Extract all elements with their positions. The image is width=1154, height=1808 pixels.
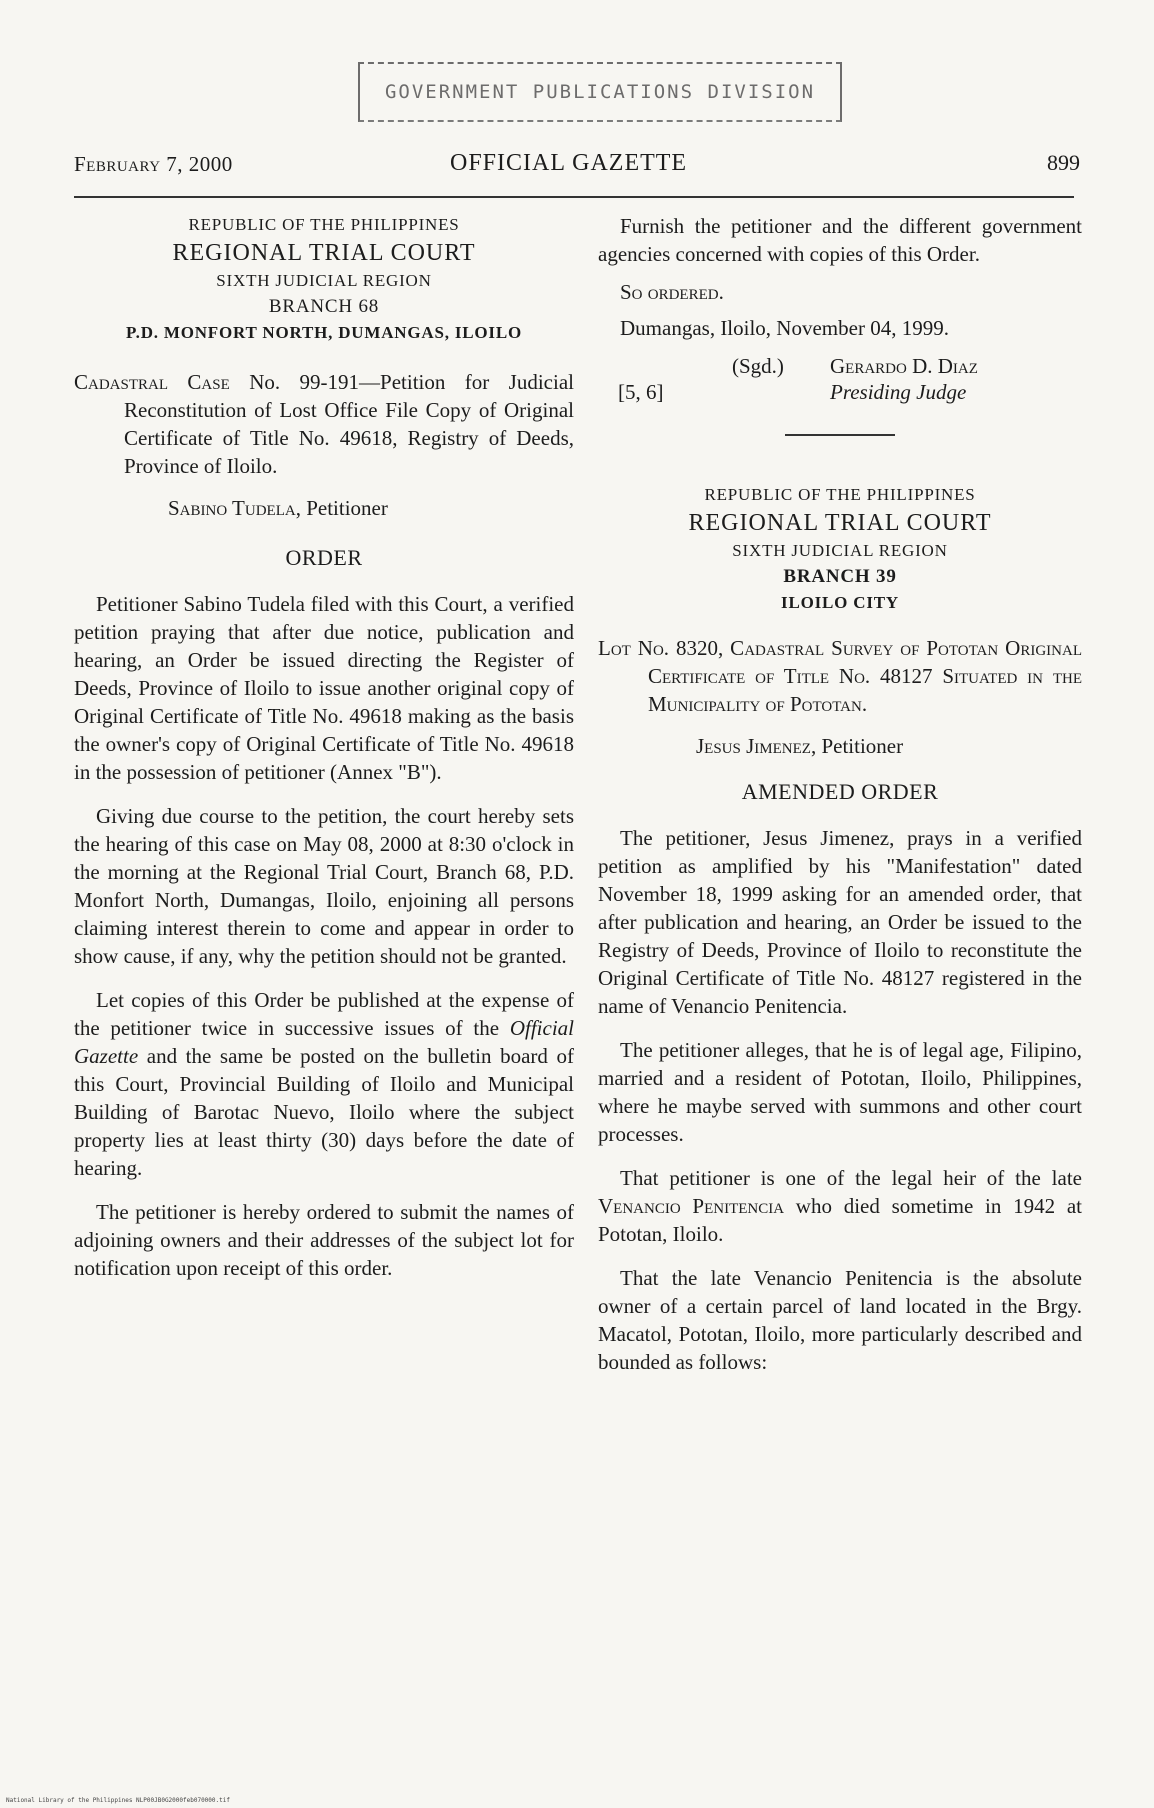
stamp-text: GOVERNMENT PUBLICATIONS DIVISION [384, 81, 816, 103]
left-column [74, 212, 574, 1298]
order-paragraph-3 [74, 986, 574, 1182]
scan-footer: National Library of the Philippines NLP00JB0G2000feb070000.tif [6, 1797, 230, 1804]
petitioner-role: , Petitioner [810, 734, 904, 758]
publications-division-stamp [358, 62, 842, 122]
para3-text-b: who died sometime in 1942 at Pototan, Iloilo. [598, 1194, 1082, 1246]
petitioner-name: Jesus Jimenez [696, 734, 811, 758]
furnish-paragraph: Furnish the petitioner and the different government agencies concerned with copies of this Order. [598, 214, 1082, 266]
amended-paragraph-4: That the late Venancio Penitencia is the absolute owner of a certain parcel of land located in the Brgy. Macatol, Pototan, Iloilo, more particularly described and bounded as follows: [598, 1266, 1082, 1374]
case-lead: Lot No. 8320 [598, 636, 718, 660]
order-heading: ORDER [285, 545, 363, 570]
republic-line: REPUBLIC OF THE PHILIPPINES [704, 485, 976, 504]
judicial-region: SIXTH JUDICIAL REGION [732, 541, 948, 560]
para3-text-a: Let copies of this Order be published at the expense of the petitioner twice in successive issues of the [74, 988, 574, 1040]
signed-mark: (Sgd.) [732, 354, 784, 378]
republic-line: REPUBLIC OF THE PHILIPPINES [188, 215, 460, 234]
publication-title: OFFICIAL GAZETTE [450, 150, 688, 176]
header-rule [74, 196, 1074, 198]
court-address: P.D. MONFORT NORTH, DUMANGAS, ILOILO [126, 323, 522, 342]
branch-line: BRANCH 68 [268, 296, 380, 317]
case-caption [598, 634, 1082, 718]
branch-line: BRANCH 39 [783, 566, 897, 587]
running-header [74, 148, 1080, 184]
judge-name: Gerardo D. Diaz [830, 354, 978, 378]
court-block-branch-68 [74, 212, 574, 346]
petitioner-line [598, 732, 1082, 760]
petitioner-role: , Petitioner [295, 496, 388, 520]
petitioner-line [74, 494, 574, 522]
case-lead: Cadastral Case [74, 370, 230, 394]
amended-paragraph-1: The petitioner, Jesus Jimenez, prays in a verified petition as amplified by his "Manifestation" dated November 18, 1999 asking for an amended order, that after publication and hearing, an Order be issued to the Registry of Deeds, Province of Iloilo to reconstitute the Original Certificate of Title No. 48127 registered in the name of Venancio Penitencia. [598, 826, 1082, 1018]
judge-title: Presiding Judge [830, 380, 967, 404]
judicial-region: SIXTH JUDICIAL REGION [216, 271, 432, 290]
court-name: REGIONAL TRIAL COURT [688, 510, 992, 536]
amended-paragraph-2: The petitioner alleges, that he is of legal age, Filipino, married and a resident of Pototan, Iloilo, Philippines, where he maybe served with summons and other court processes. [598, 1038, 1082, 1146]
so-ordered: So ordered. [620, 280, 724, 304]
court-city: ILOILO CITY [781, 593, 899, 612]
page-number: 899 [1047, 150, 1080, 175]
order-paragraph-1: Petitioner Sabino Tudela filed with this Court, a verified petition praying that after due notice, publication and hearing, an Order be issued directing the Register of Deeds, Province of Iloilo to issue another original copy of Original Certificate of Title No. 49618 making as the basis the owner's copy of Original Certificate of Title No. 49618 in the possession of petitioner (Annex "B"). [74, 592, 574, 784]
petitioner-name: Sabino Tudela [168, 496, 296, 520]
order-paragraph-2: Giving due course to the petition, the court hereby sets the hearing of this case on May 08, 2000 at 8:30 o'clock in the morning at the Regional Trial Court, Branch 68, P.D. Monfort North, Dumangas, Iloilo, enjoining all persons claiming interest therein to come and appear in order to show cause, if any, why the petition should not be granted. [74, 804, 574, 968]
court-name: REGIONAL TRIAL COURT [172, 240, 476, 266]
amended-paragraph-3 [598, 1164, 1082, 1248]
para3-text-b: and the same be posted on the bulletin board of this Court, Provincial Building of Iloilo and Municipal Building of Barotac Nuevo, Iloilo where the subject property lies at least thirty (30) days before the date of hearing. [74, 1044, 574, 1180]
place-and-date: Dumangas, Iloilo, November 04, 1999. [620, 316, 949, 340]
para3-text-a: That petitioner is one of the legal heir of the late [620, 1166, 1082, 1190]
case-caption [74, 368, 574, 480]
section-separator [785, 434, 895, 436]
gazette-italic: Official Gazette [74, 1016, 574, 1068]
deceased-name: Venancio Penitencia [598, 1194, 785, 1218]
case-description: No. 99-191—Petition for Judicial Reconstitution of Lost Office File Copy of Original Certificate of Title No. 49618, Registry of Deeds, Province of Iloilo. [124, 370, 574, 478]
amended-order-heading: AMENDED ORDER [741, 779, 939, 804]
right-column [598, 212, 1082, 1392]
issue-reference: [5, 6] [618, 380, 664, 404]
issue-date: February 7, 2000 [74, 152, 233, 176]
signature-block [598, 352, 1082, 422]
court-block-branch-39 [598, 482, 1082, 616]
order-paragraph-4: The petitioner is hereby ordered to submit the names of adjoining owners and their addresses of the subject lot for notification upon receipt of this order. [74, 1200, 574, 1280]
case-description: , Cadastral Survey of Pototan Original Certificate of Title No. 48127 Situated in the Municipality of Pototan. [648, 636, 1082, 716]
